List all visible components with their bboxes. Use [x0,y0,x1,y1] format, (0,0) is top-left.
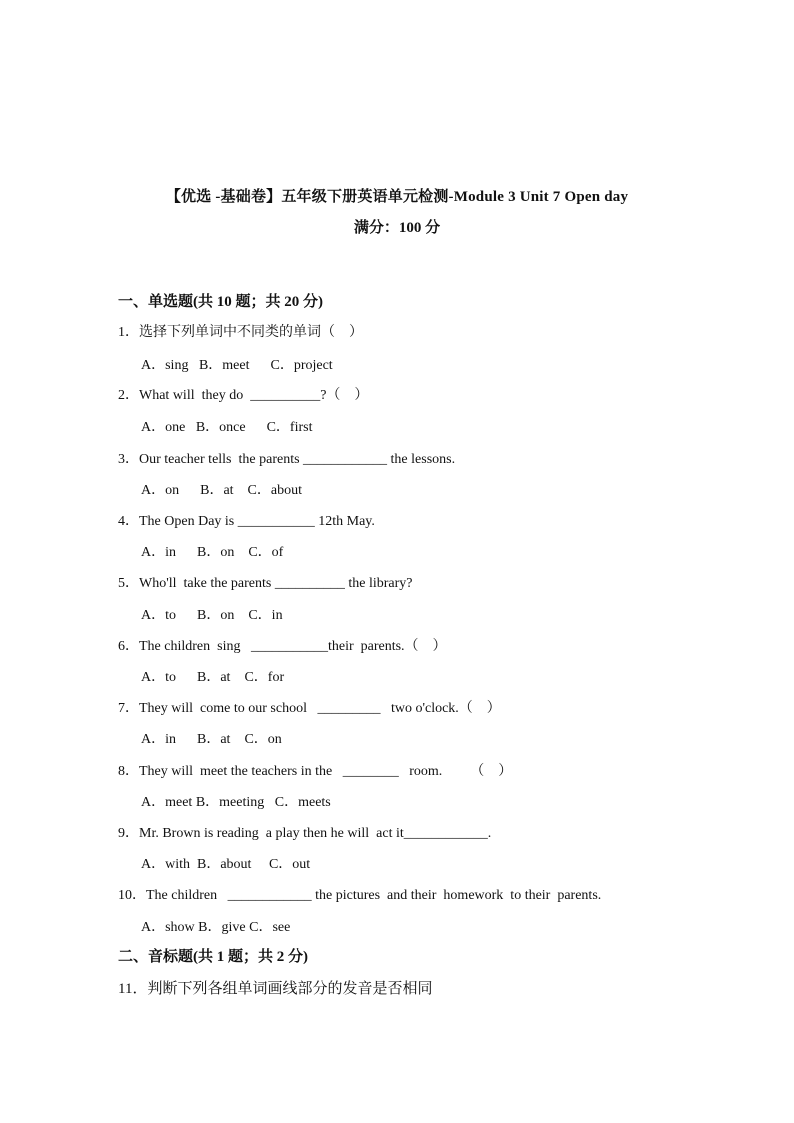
question-5: 5．Who'll take the parents __________ the library? [118,576,413,591]
question-8: 8．They will meet the teachers in the ________ room. （ ） [118,764,513,779]
section-heading-phonetics: 二、音标题(共 1 题；共 2 分) [118,949,308,965]
question-9-options: A．with B．about C．out [141,857,311,872]
question-1-options: A．sing B．meet C．project [141,358,333,373]
question-3-options: A．on B．at C．about [141,483,302,498]
question-5-options: A．to B．on C．in [141,608,283,623]
question-6-options: A．to B．at C．for [141,670,285,685]
question-1: 1．选择下列单词中不同类的单词（ ） [118,325,363,340]
question-10-options: A．show B．give C．see [141,920,291,935]
question-6: 6．The children sing ___________their parents.（ ） [118,639,447,654]
question-4-options: A．in B．on C．of [141,545,284,560]
question-2: 2．What will they do __________?（ ） [118,388,369,403]
question-4: 4．The Open Day is ___________ 12th May. [118,514,375,529]
question-10: 10．The children ____________ the pictures and their homework to their parents. [118,888,602,903]
document-title: 【优选 -基础卷】五年级下册英语单元检测-Module 3 Unit 7 Open day [165,189,629,205]
question-9: 9．Mr. Brown is reading a play then he will act it____________. [118,826,492,841]
question-2-options: A．one B．once C．first [141,420,313,435]
question-3: 3．Our teacher tells the parents ____________ the lessons. [118,452,456,467]
question-11: 11．判断下列各组单词画线部分的发音是否相同 [118,981,433,997]
question-7-options: A．in B．at C．on [141,732,282,747]
full-score: 满分：100 分 [353,220,441,236]
question-8-options: A．meet B．meeting C．meets [141,795,331,810]
question-7: 7．They will come to our school _________ two o'clock.（ ） [118,701,501,716]
section-heading-single-choice: 一、单选题(共 10 题；共 20 分) [118,294,323,310]
